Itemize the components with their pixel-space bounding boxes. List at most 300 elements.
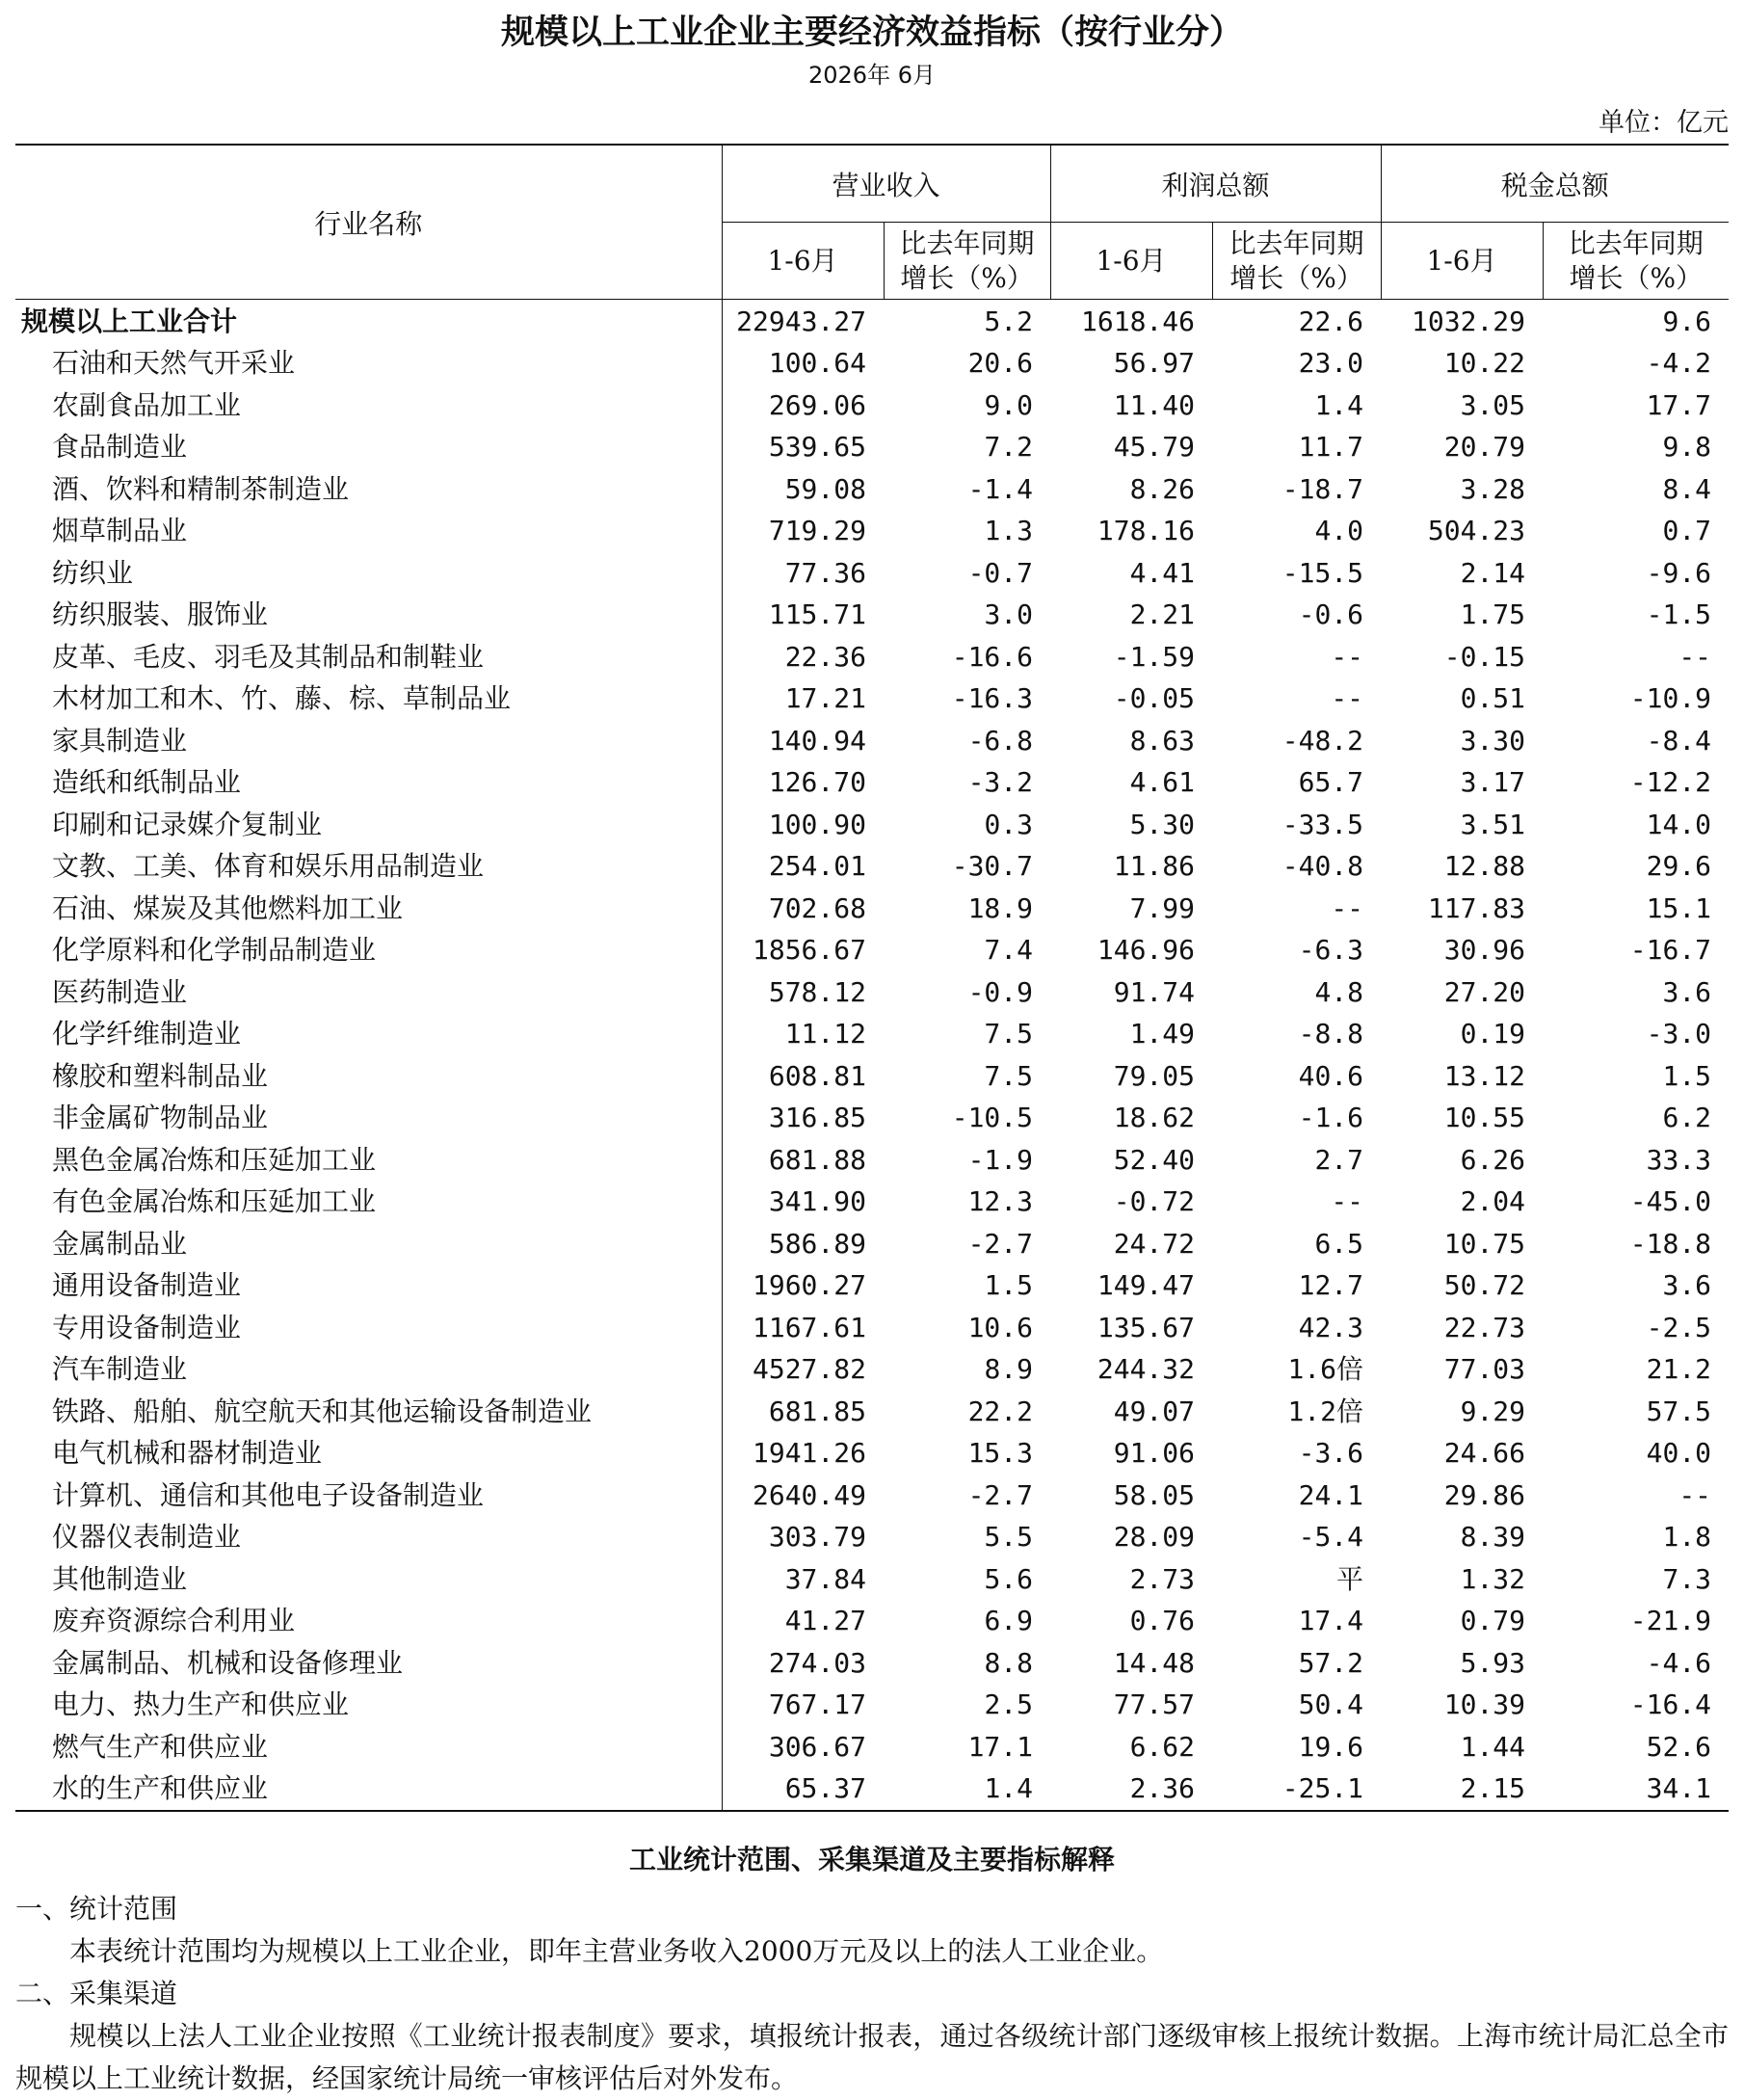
notes-heading-scope: 一、统计范围: [15, 1893, 178, 1925]
table-row: [15, 720, 1729, 762]
cell-tax-growth: --: [1678, 640, 1712, 673]
cell-profit-value: -0.72: [1113, 1185, 1196, 1218]
table-row: [15, 468, 1729, 511]
cell-tax-growth: 40.0: [1646, 1437, 1712, 1470]
cell-revenue-value: 681.85: [768, 1395, 866, 1427]
cell-revenue-growth: -2.7: [967, 1478, 1034, 1511]
cell-industry-name: 木材加工和木、竹、藤、棕、草制品业: [15, 678, 722, 720]
cell-revenue-value: 100.90: [768, 808, 866, 840]
indicator-table: [15, 144, 1729, 1812]
cell-profit-growth: -25.1: [1282, 1772, 1364, 1805]
cell-tax-value: 3.51: [1460, 808, 1526, 840]
cell-industry-name: 农副食品加工业: [15, 385, 722, 427]
cell-profit-value: 56.97: [1113, 347, 1196, 380]
cell-profit-growth: --: [1331, 1185, 1364, 1218]
cell-tax-value: 9.29: [1460, 1395, 1526, 1427]
cell-tax-growth: -45.0: [1629, 1185, 1712, 1218]
cell-revenue-growth: -1.9: [967, 1143, 1034, 1176]
notes-text-channel: 规模以上法人工业企业按照《工业统计报表制度》要求，填报统计报表，通过各级统计部门逐级审核上报统计数据。上海市统计局汇总全市规模以上工业统计数据，经国家统计局统一审核评估后对外发布。: [15, 2020, 1729, 2094]
cell-revenue-growth: -16.3: [951, 682, 1034, 715]
cell-industry-name: 化学纤维制造业: [15, 1013, 722, 1055]
cell-tax-growth: 17.7: [1646, 388, 1712, 421]
cell-revenue-growth: 15.3: [967, 1437, 1034, 1470]
cell-revenue-growth: 7.2: [984, 431, 1034, 464]
cell-revenue-growth: 3.0: [984, 598, 1034, 631]
header-period: 1-6月: [1050, 223, 1212, 300]
cell-tax-growth: 3.6: [1662, 975, 1712, 1008]
cell-tax-growth: 9.8: [1662, 431, 1712, 464]
cell-tax-value: 2.14: [1460, 556, 1526, 589]
cell-revenue-value: 316.85: [768, 1102, 866, 1134]
cell-industry-name: 化学原料和化学制品制造业: [15, 929, 722, 971]
cell-industry-name: 皮革、毛皮、羽毛及其制品和制鞋业: [15, 636, 722, 678]
cell-profit-value: 14.48: [1113, 1646, 1196, 1679]
cell-industry-name: 印刷和记录媒介复制业: [15, 804, 722, 846]
table-row: [15, 1642, 1729, 1685]
cell-revenue-growth: 7.5: [984, 1059, 1034, 1092]
cell-tax-value: 77.03: [1443, 1353, 1526, 1386]
header-growth: 比去年同期 增长（%）: [884, 223, 1050, 300]
cell-profit-growth: --: [1331, 682, 1364, 715]
cell-industry-name: 食品制造业: [15, 426, 722, 468]
cell-revenue-growth: 12.3: [967, 1185, 1034, 1218]
cell-industry-name: 水的生产和供应业: [15, 1768, 722, 1811]
cell-profit-growth: -18.7: [1282, 472, 1364, 505]
cell-revenue-value: 4527.82: [752, 1353, 866, 1386]
table-row: [15, 971, 1729, 1014]
cell-profit-value: 149.47: [1097, 1269, 1196, 1302]
cell-tax-growth: -10.9: [1629, 682, 1712, 715]
cell-tax-growth: -16.4: [1629, 1688, 1712, 1721]
cell-revenue-value: 1856.67: [752, 934, 866, 967]
cell-profit-value: 4.61: [1129, 766, 1196, 799]
cell-profit-value: -0.05: [1113, 682, 1196, 715]
cell-industry-name: 废弃资源综合利用业: [15, 1600, 722, 1642]
cell-tax-value: 3.28: [1460, 472, 1526, 505]
cell-revenue-growth: 22.2: [967, 1395, 1034, 1427]
cell-industry-name: 黑色金属冶炼和压延加工业: [15, 1139, 722, 1182]
cell-profit-value: 11.86: [1113, 850, 1196, 883]
cell-profit-value: 1.49: [1129, 1018, 1196, 1050]
cell-revenue-value: 1960.27: [752, 1269, 866, 1302]
cell-revenue-value: 341.90: [768, 1185, 866, 1218]
cell-industry-name: 通用设备制造业: [15, 1264, 722, 1307]
cell-industry-name: 其他制造业: [15, 1558, 722, 1601]
cell-profit-value: 8.63: [1129, 724, 1196, 757]
cell-revenue-value: 269.06: [768, 388, 866, 421]
cell-revenue-value: 254.01: [768, 850, 866, 883]
cell-tax-value: 5.93: [1460, 1646, 1526, 1679]
cell-tax-value: 12.88: [1443, 850, 1526, 883]
cell-revenue-value: 578.12: [768, 975, 866, 1008]
cell-profit-value: 146.96: [1097, 934, 1196, 967]
cell-tax-growth: 15.1: [1646, 891, 1712, 924]
table-row: [15, 342, 1729, 385]
cell-industry-name: 规模以上工业合计: [15, 300, 722, 343]
cell-profit-growth: 40.6: [1298, 1059, 1364, 1092]
cell-profit-value: 2.36: [1129, 1772, 1196, 1805]
cell-revenue-growth: -30.7: [951, 850, 1034, 883]
cell-profit-value: 7.99: [1129, 891, 1196, 924]
cell-revenue-value: 1941.26: [752, 1437, 866, 1470]
cell-revenue-growth: 1.4: [984, 1772, 1034, 1805]
cell-revenue-value: 77.36: [784, 556, 866, 589]
cell-tax-growth: -16.7: [1629, 934, 1712, 967]
cell-profit-growth: 19.6: [1298, 1730, 1364, 1763]
cell-revenue-growth: 9.0: [984, 388, 1034, 421]
cell-revenue-growth: 10.6: [967, 1311, 1034, 1343]
cell-profit-growth: 1.2倍: [1287, 1395, 1364, 1427]
cell-tax-value: 10.55: [1443, 1102, 1526, 1134]
cell-tax-growth: 34.1: [1646, 1772, 1712, 1805]
cell-revenue-growth: -0.9: [967, 975, 1034, 1008]
cell-tax-value: 29.86: [1443, 1478, 1526, 1511]
cell-tax-value: 0.79: [1460, 1605, 1526, 1637]
cell-profit-growth: 1.6倍: [1287, 1353, 1364, 1386]
cell-profit-value: 18.62: [1113, 1102, 1196, 1134]
notes-text-scope: 本表统计范围均为规模以上工业企业，即年主营业务收入2000万元及以上的法人工业企业。: [69, 1935, 1164, 1967]
table-row: [15, 1558, 1729, 1601]
cell-tax-value: 10.75: [1443, 1227, 1526, 1260]
cell-revenue-value: 274.03: [768, 1646, 866, 1679]
cell-tax-growth: -12.2: [1629, 766, 1712, 799]
cell-profit-growth: 平: [1336, 1562, 1364, 1595]
cell-industry-name: 金属制品业: [15, 1223, 722, 1265]
header-growth: 比去年同期 增长（%）: [1212, 223, 1381, 300]
notes-section: [15, 1836, 1729, 2100]
cell-tax-value: -0.15: [1443, 640, 1526, 673]
cell-tax-growth: -8.4: [1646, 724, 1712, 757]
cell-revenue-growth: 8.9: [984, 1353, 1034, 1386]
table-row: [15, 510, 1729, 552]
cell-profit-value: 178.16: [1097, 515, 1196, 547]
cell-profit-value: 58.05: [1113, 1478, 1196, 1511]
cell-industry-name: 燃气生产和供应业: [15, 1726, 722, 1768]
cell-industry-name: 烟草制品业: [15, 510, 722, 552]
cell-revenue-value: 303.79: [768, 1521, 866, 1554]
notes-heading-channel: 二、采集渠道: [15, 1978, 178, 2009]
cell-revenue-growth: 18.9: [967, 891, 1034, 924]
total-row: [15, 300, 1729, 343]
header-profit: 利润总额: [1050, 145, 1381, 223]
table-row: [15, 1475, 1729, 1517]
cell-profit-growth: -0.6: [1298, 598, 1364, 631]
table-row: [15, 1097, 1729, 1139]
cell-revenue-value: 2640.49: [752, 1478, 866, 1511]
cell-industry-name: 电力、热力生产和供应业: [15, 1684, 722, 1726]
cell-tax-value: 1.75: [1460, 598, 1526, 631]
cell-tax-growth: 1.8: [1662, 1521, 1712, 1554]
cell-tax-value: 20.79: [1443, 431, 1526, 464]
cell-profit-growth: -15.5: [1282, 556, 1364, 589]
cell-profit-value: 0.76: [1129, 1605, 1196, 1637]
cell-profit-value: 79.05: [1113, 1059, 1196, 1092]
cell-revenue-growth: -0.7: [967, 556, 1034, 589]
cell-revenue-value: 65.37: [784, 1772, 866, 1805]
unit-label: 单位：亿元: [1599, 108, 1729, 138]
cell-profit-value: 2.73: [1129, 1562, 1196, 1595]
cell-revenue-value: 539.65: [768, 431, 866, 464]
header-revenue: 营业收入: [722, 145, 1050, 223]
cell-tax-growth: 1.5: [1662, 1059, 1712, 1092]
cell-revenue-growth: -6.8: [967, 724, 1034, 757]
cell-tax-growth: 6.2: [1662, 1102, 1712, 1134]
table-row: [15, 1726, 1729, 1768]
table-row: [15, 1432, 1729, 1475]
cell-industry-name: 橡胶和塑料制品业: [15, 1055, 722, 1098]
cell-industry-name: 金属制品、机械和设备修理业: [15, 1642, 722, 1685]
cell-profit-value: 11.40: [1113, 388, 1196, 421]
cell-tax-growth: -1.5: [1646, 598, 1712, 631]
cell-profit-value: 24.72: [1113, 1227, 1196, 1260]
cell-tax-value: 50.72: [1443, 1269, 1526, 1302]
cell-profit-growth: -6.3: [1298, 934, 1364, 967]
cell-tax-growth: 21.2: [1646, 1353, 1712, 1386]
cell-tax-growth: 29.6: [1646, 850, 1712, 883]
table-row: [15, 1055, 1729, 1098]
cell-profit-growth: -48.2: [1282, 724, 1364, 757]
cell-industry-name: 家具制造业: [15, 720, 722, 762]
cell-tax-value: 27.20: [1443, 975, 1526, 1008]
cell-profit-growth: 2.7: [1314, 1143, 1364, 1176]
cell-profit-growth: --: [1331, 891, 1364, 924]
cell-revenue-value: 608.81: [768, 1059, 866, 1092]
table-row: [15, 845, 1729, 888]
cell-profit-growth: 22.6: [1298, 305, 1364, 337]
table-row: [15, 804, 1729, 846]
table-row: [15, 1516, 1729, 1558]
cell-revenue-value: 140.94: [768, 724, 866, 757]
cell-revenue-value: 100.64: [768, 347, 866, 380]
cell-revenue-value: 586.89: [768, 1227, 866, 1260]
cell-revenue-growth: 6.9: [984, 1605, 1034, 1637]
cell-revenue-value: 37.84: [784, 1562, 866, 1595]
cell-profit-growth: 65.7: [1298, 766, 1364, 799]
cell-industry-name: 仪器仪表制造业: [15, 1516, 722, 1558]
table-row: [15, 1348, 1729, 1391]
cell-tax-value: 10.22: [1443, 347, 1526, 380]
cell-industry-name: 医药制造业: [15, 971, 722, 1014]
cell-tax-growth: 52.6: [1646, 1730, 1712, 1763]
cell-tax-value: 0.51: [1460, 682, 1526, 715]
cell-revenue-growth: 8.8: [984, 1646, 1034, 1679]
cell-tax-value: 13.12: [1443, 1059, 1526, 1092]
table-row: [15, 636, 1729, 678]
cell-tax-value: 6.26: [1460, 1143, 1526, 1176]
cell-profit-growth: 6.5: [1314, 1227, 1364, 1260]
cell-profit-value: 4.41: [1129, 556, 1196, 589]
cell-tax-value: 504.23: [1427, 515, 1526, 547]
table-row: [15, 1264, 1729, 1307]
cell-revenue-value: 59.08: [784, 472, 866, 505]
cell-tax-value: 2.04: [1460, 1185, 1526, 1218]
cell-revenue-value: 22.36: [784, 640, 866, 673]
cell-revenue-value: 1167.61: [752, 1311, 866, 1343]
cell-tax-value: 3.05: [1460, 388, 1526, 421]
cell-profit-growth: 4.8: [1314, 975, 1364, 1008]
cell-industry-name: 纺织业: [15, 552, 722, 595]
header-growth: 比去年同期 增长（%）: [1543, 223, 1729, 300]
cell-revenue-value: 17.21: [784, 682, 866, 715]
cell-profit-growth: --: [1331, 640, 1364, 673]
cell-revenue-growth: 1.5: [984, 1269, 1034, 1302]
cell-tax-growth: 33.3: [1646, 1143, 1712, 1176]
cell-profit-value: 91.06: [1113, 1437, 1196, 1470]
cell-tax-value: 8.39: [1460, 1521, 1526, 1554]
cell-industry-name: 汽车制造业: [15, 1348, 722, 1391]
cell-profit-value: 77.57: [1113, 1688, 1196, 1721]
cell-profit-growth: 12.7: [1298, 1269, 1364, 1302]
cell-revenue-growth: 7.4: [984, 934, 1034, 967]
table-body: [15, 300, 1729, 1811]
table-row: [15, 426, 1729, 468]
report-date: 2026年 6月: [808, 62, 936, 89]
cell-revenue-growth: 5.6: [984, 1562, 1034, 1595]
cell-tax-growth: 14.0: [1646, 808, 1712, 840]
header-industry: 行业名称: [15, 145, 722, 300]
cell-profit-growth: 57.2: [1298, 1646, 1364, 1679]
cell-industry-name: 有色金属冶炼和压延加工业: [15, 1181, 722, 1223]
cell-revenue-growth: 17.1: [967, 1730, 1034, 1763]
table-row: [15, 1307, 1729, 1349]
cell-profit-growth: 4.0: [1314, 515, 1364, 547]
cell-revenue-value: 126.70: [768, 766, 866, 799]
cell-profit-growth: 50.4: [1298, 1688, 1364, 1721]
cell-profit-growth: -40.8: [1282, 850, 1364, 883]
cell-revenue-growth: 0.3: [984, 808, 1034, 840]
cell-industry-name: 非金属矿物制品业: [15, 1097, 722, 1139]
table-row: [15, 385, 1729, 427]
cell-revenue-value: 41.27: [784, 1605, 866, 1637]
cell-industry-name: 石油和天然气开采业: [15, 342, 722, 385]
cell-industry-name: 计算机、通信和其他电子设备制造业: [15, 1475, 722, 1517]
table-row: [15, 678, 1729, 720]
cell-revenue-growth: -3.2: [967, 766, 1034, 799]
cell-tax-growth: -4.6: [1646, 1646, 1712, 1679]
table-row: [15, 1013, 1729, 1055]
indicator-table-container: [15, 144, 1729, 1812]
cell-revenue-growth: 5.2: [984, 305, 1034, 337]
cell-revenue-growth: 7.5: [984, 1018, 1034, 1050]
cell-industry-name: 专用设备制造业: [15, 1307, 722, 1349]
cell-profit-value: 52.40: [1113, 1143, 1196, 1176]
cell-profit-value: 49.07: [1113, 1395, 1196, 1427]
cell-revenue-value: 115.71: [768, 598, 866, 631]
cell-profit-value: 91.74: [1113, 975, 1196, 1008]
cell-revenue-value: 719.29: [768, 515, 866, 547]
cell-tax-value: 3.30: [1460, 724, 1526, 757]
cell-profit-value: 5.30: [1129, 808, 1196, 840]
table-row: [15, 1684, 1729, 1726]
table-row: [15, 1223, 1729, 1265]
cell-tax-growth: 8.4: [1662, 472, 1712, 505]
cell-tax-growth: 3.6: [1662, 1269, 1712, 1302]
cell-profit-value: 1618.46: [1081, 305, 1196, 337]
cell-tax-value: 1.32: [1460, 1562, 1526, 1595]
cell-revenue-growth: -1.4: [967, 472, 1034, 505]
table-row: [15, 1139, 1729, 1182]
cell-profit-growth: 24.1: [1298, 1478, 1364, 1511]
cell-tax-growth: 0.7: [1662, 515, 1712, 547]
header-period: 1-6月: [722, 223, 884, 300]
cell-tax-value: 30.96: [1443, 934, 1526, 967]
cell-tax-growth: -2.5: [1646, 1311, 1712, 1343]
cell-profit-value: 45.79: [1113, 431, 1196, 464]
cell-tax-value: 24.66: [1443, 1437, 1526, 1470]
cell-tax-value: 10.39: [1443, 1688, 1526, 1721]
table-row: [15, 1181, 1729, 1223]
table-row: [15, 761, 1729, 804]
cell-revenue-value: 306.67: [768, 1730, 866, 1763]
table-row: [15, 929, 1729, 971]
header-period: 1-6月: [1381, 223, 1543, 300]
cell-tax-growth: 57.5: [1646, 1395, 1712, 1427]
cell-tax-value: 117.83: [1427, 891, 1526, 924]
cell-tax-value: 3.17: [1460, 766, 1526, 799]
cell-profit-value: 6.62: [1129, 1730, 1196, 1763]
table-row: [15, 594, 1729, 636]
cell-revenue-growth: 2.5: [984, 1688, 1034, 1721]
table-row: [15, 552, 1729, 595]
cell-tax-growth: 7.3: [1662, 1562, 1712, 1595]
cell-tax-growth: -3.0: [1646, 1018, 1712, 1050]
cell-industry-name: 酒、饮料和精制茶制造业: [15, 468, 722, 511]
cell-profit-value: 135.67: [1097, 1311, 1196, 1343]
cell-revenue-growth: -16.6: [951, 640, 1034, 673]
cell-profit-growth: -33.5: [1282, 808, 1364, 840]
table-row: [15, 1600, 1729, 1642]
cell-tax-growth: -4.2: [1646, 347, 1712, 380]
cell-tax-growth: --: [1678, 1478, 1712, 1511]
cell-profit-growth: -3.6: [1298, 1437, 1364, 1470]
cell-revenue-value: 681.88: [768, 1143, 866, 1176]
cell-profit-value: 244.32: [1097, 1353, 1196, 1386]
notes-title: 工业统计范围、采集渠道及主要指标解释: [628, 1844, 1115, 1875]
cell-profit-growth: 17.4: [1298, 1605, 1364, 1637]
cell-tax-value: 22.73: [1443, 1311, 1526, 1343]
cell-tax-growth: -18.8: [1629, 1227, 1712, 1260]
cell-profit-growth: 23.0: [1298, 347, 1364, 380]
cell-tax-value: 2.15: [1460, 1772, 1526, 1805]
table-row: [15, 1768, 1729, 1811]
cell-revenue-growth: 5.5: [984, 1521, 1034, 1554]
cell-revenue-value: 702.68: [768, 891, 866, 924]
cell-revenue-growth: -10.5: [951, 1102, 1034, 1134]
cell-tax-growth: 9.6: [1662, 305, 1712, 337]
cell-profit-growth: 42.3: [1298, 1311, 1364, 1343]
cell-tax-value: 1.44: [1460, 1730, 1526, 1763]
cell-revenue-growth: 1.3: [984, 515, 1034, 547]
table-row: [15, 1391, 1729, 1433]
cell-tax-value: 0.19: [1460, 1018, 1526, 1050]
page-title: 规模以上工业企业主要经济效益指标（按行业分）: [500, 13, 1243, 52]
cell-profit-value: -1.59: [1113, 640, 1196, 673]
cell-industry-name: 电气机械和器材制造业: [15, 1432, 722, 1475]
cell-profit-value: 28.09: [1113, 1521, 1196, 1554]
cell-profit-growth: -1.6: [1298, 1102, 1364, 1134]
cell-tax-growth: -9.6: [1646, 556, 1712, 589]
cell-tax-value: 1032.29: [1412, 305, 1526, 337]
cell-industry-name: 文教、工美、体育和娱乐用品制造业: [15, 845, 722, 888]
cell-revenue-growth: 20.6: [967, 347, 1034, 380]
cell-profit-value: 2.21: [1129, 598, 1196, 631]
cell-industry-name: 纺织服装、服饰业: [15, 594, 722, 636]
cell-revenue-value: 22943.27: [736, 305, 866, 337]
cell-revenue-value: 767.17: [768, 1688, 866, 1721]
cell-profit-growth: 11.7: [1298, 431, 1364, 464]
cell-revenue-value: 11.12: [784, 1018, 866, 1050]
cell-profit-growth: -8.8: [1298, 1018, 1364, 1050]
